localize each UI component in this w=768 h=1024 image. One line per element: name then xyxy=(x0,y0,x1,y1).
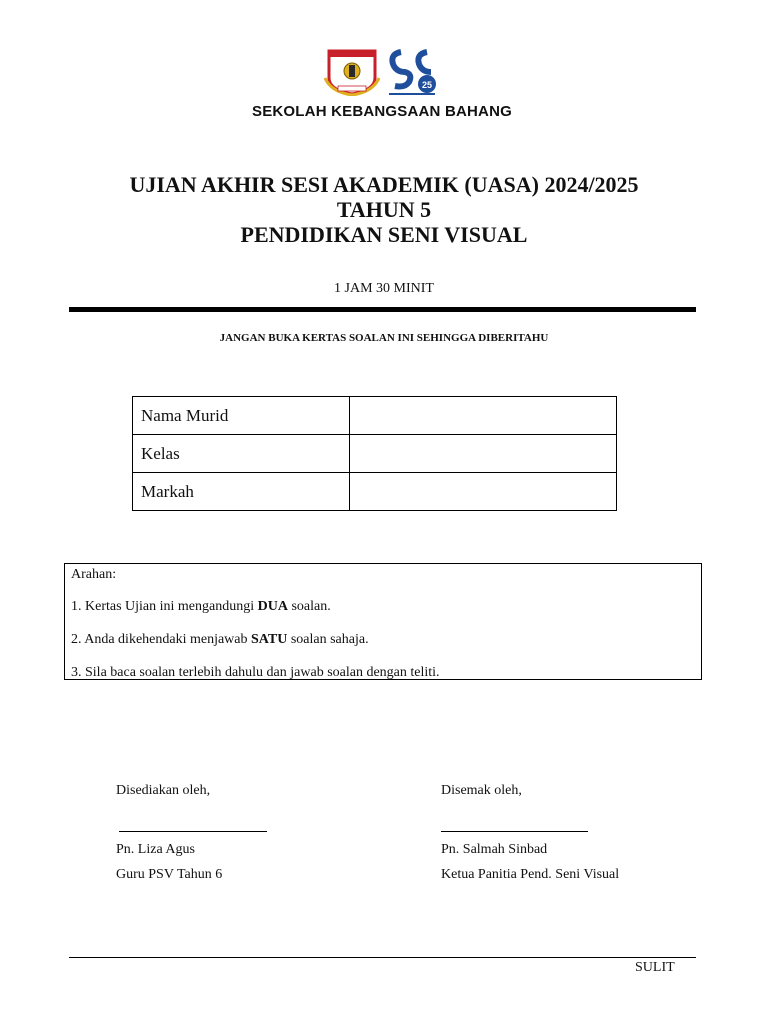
checker-name: Pn. Salmah Sinbad xyxy=(441,842,548,857)
school-crest-logo xyxy=(323,48,381,96)
exam-duration: 1 JAM 30 MINIT xyxy=(334,281,434,296)
exam-title-line-3: PENDIDIKAN SENI VISUAL xyxy=(240,222,528,247)
footer-divider xyxy=(69,957,696,958)
student-info-table xyxy=(132,396,617,511)
preparer-role: Guru PSV Tahun 6 xyxy=(116,867,223,882)
student-info-row xyxy=(133,435,617,473)
exam-warning: JANGAN BUKA KERTAS SOALAN INI SEHINGGA DIBERITAHU xyxy=(219,332,549,344)
class-field[interactable] xyxy=(350,435,617,473)
checked-by-label: Disemak oleh, xyxy=(441,783,522,798)
checked-signature-line xyxy=(441,831,588,832)
exam-title-line-2: TAHUN 5 xyxy=(336,197,432,222)
student-name-field[interactable] xyxy=(350,397,617,435)
instruction-item: 2. Anda dikehendaki menjawab SATU soalan sahaja. xyxy=(71,632,369,647)
s25-number: 25 xyxy=(421,80,433,90)
prepared-by-label: Disediakan oleh, xyxy=(116,783,211,798)
checker-role: Ketua Panitia Pend. Seni Visual xyxy=(441,867,620,882)
school-name: SEKOLAH KEBANGSAAN BAHANG xyxy=(251,103,512,120)
student-info-row xyxy=(133,473,617,511)
instruction-item: 3. Sila baca soalan terlebih dahulu dan jawab soalan dengan teliti. xyxy=(71,665,440,680)
student-info-row xyxy=(133,397,617,435)
class-label: Kelas xyxy=(133,435,350,473)
thick-divider xyxy=(69,307,696,312)
instruction-item: 1. Kertas Ujian ini mengandungi DUA soalan. xyxy=(71,599,331,614)
instructions-box xyxy=(64,563,702,680)
prepared-signature-line xyxy=(119,831,267,832)
instructions-heading: Arahan: xyxy=(71,567,117,582)
preparer-name: Pn. Liza Agus xyxy=(116,842,195,857)
student-name-label: Nama Murid xyxy=(133,397,350,435)
s25-anniversary-logo xyxy=(387,46,437,98)
footer-classification: SULIT xyxy=(635,960,675,975)
marks-label: Markah xyxy=(133,473,350,511)
marks-field[interactable] xyxy=(350,473,617,511)
exam-title-line-1: UJIAN AKHIR SESI AKADEMIK (UASA) 2024/2025 xyxy=(129,172,639,197)
